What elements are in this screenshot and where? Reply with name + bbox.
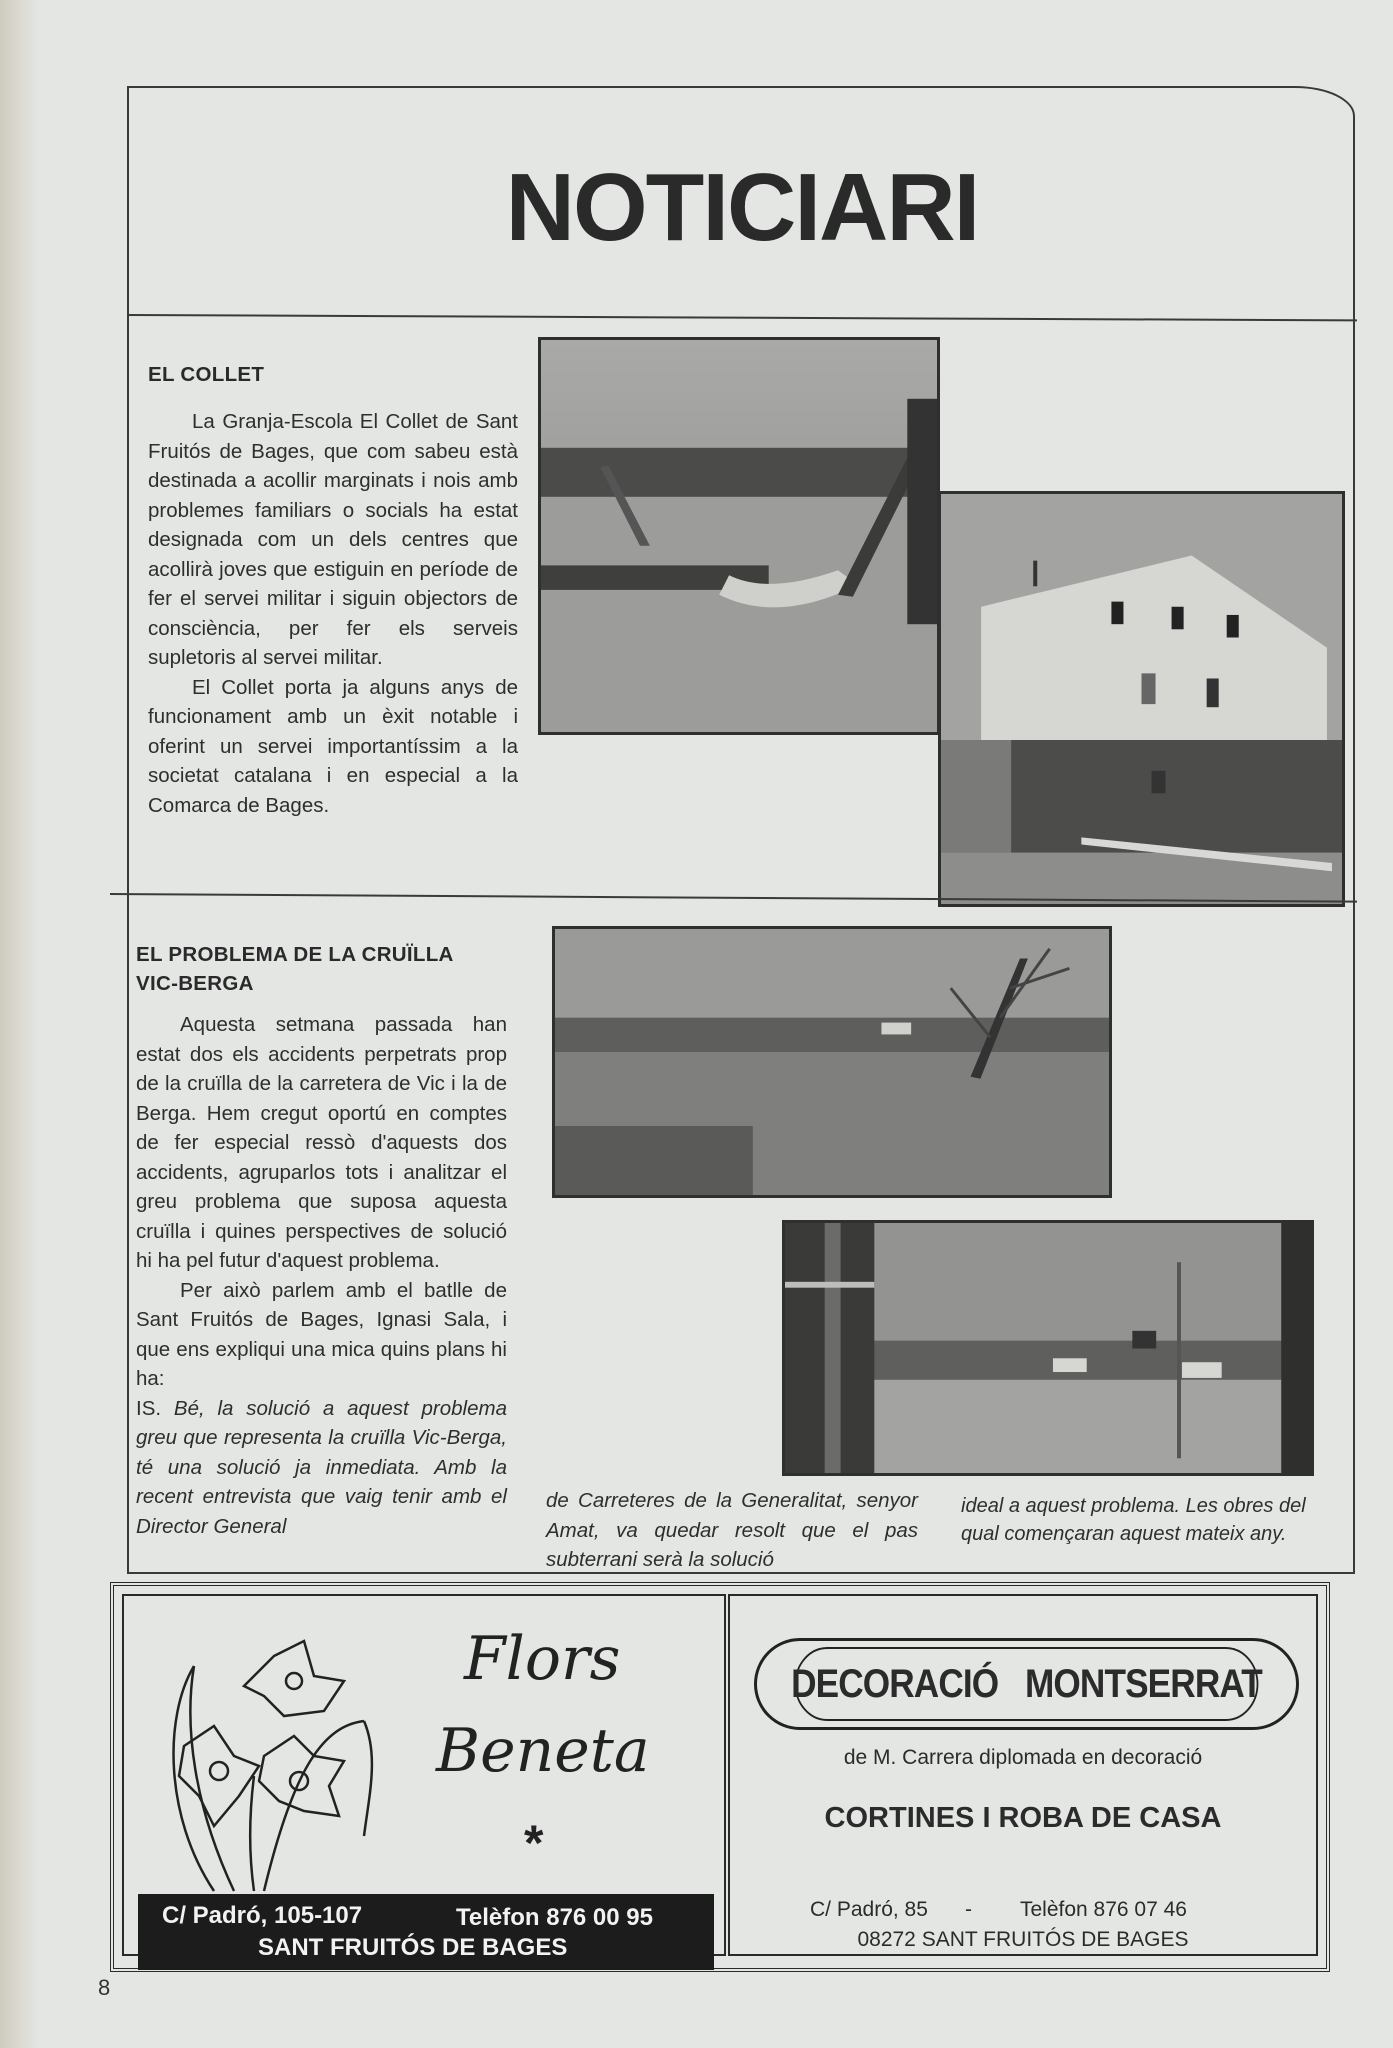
ad-decoracio-montserrat [728,1594,1318,1956]
page-number: 8 [98,1975,111,2000]
ad-flors-phone: Telèfon 876 00 95 [456,1904,653,1931]
article-paragraph: El Collet porta ja alguns anys de funcionament amb un èxit notable i oferint un servei importantíssim a la societat catalana i en especial a la Comarca de Bages. [148,675,518,817]
interview-continuation-col2: de Carreteres de la Generalitat, senyor Amat, va quedar resolt que el pas subterrani serà la solució [546,1489,918,1571]
ad-decoracio-phone: Telèfon 876 07 46 [1020,1898,1187,1921]
article-heading-line: EL PROBLEMA DE LA CRUÏLLA [136,943,454,966]
article-heading-line: VIC-BERGA [136,972,254,995]
photo-street-view [782,1220,1314,1476]
article-heading: EL COLLET [148,363,265,386]
ad-flors-town: SANT FRUITÓS DE BAGES [258,1934,568,1961]
ad-decoracio-logo-frame [754,1638,1299,1730]
advertisements [110,1582,1330,1972]
book-spine-shadow [0,0,40,2048]
ad-decoracio-address-line [810,1898,1250,1922]
photo-crossroads-field [552,926,1112,1198]
interview-text: Bé, la solució a aquest problema greu que representa la cruïlla Vic-Berga, té una solució ja inmediata. Amb la recent entrevista que vaig tenir amb el Director General [136,1396,507,1538]
photo-playground [538,337,940,735]
ad-decoracio-separator: - [965,1898,972,1921]
ad-decoracio-subtitle: de M. Carrera diplomada en decoració [843,1746,1203,1769]
photo-farmhouse [938,491,1345,907]
interview-continuation-col3: ideal a aquest problema. Les obres del qual començaran aquest mateix any. [961,1495,1306,1545]
interview-answer [136,1394,507,1542]
article-heading [136,940,507,998]
article-paragraph: La Granja-Escola El Collet de Sant Fruitós de Bages, que com sabeu està destinada a acollir marginats i nois amb problemes familiars o socials ha estat designada com un dels centres que acollirà joves que estiguin en període de fer el servei militar i siguin objectors de consciència, per fer els serveis supletoris al servei militar. [148,410,518,669]
article-el-collet [148,360,518,820]
ad-flors-contact-band [138,1894,714,1970]
ad-decoracio-tagline: CORTINES I ROBA DE CASA [824,1802,1222,1834]
ad-decoracio-address: C/ Padró, 85 [810,1898,928,1921]
article-paragraph: Per això parlem amb el batlle de Sant Fruitós de Bages, Ignasi Sala, i que ens expliqui una mica quins plans hi ha: [136,1278,507,1390]
ad-decoracio-title: DECORACIÓ MONTSERRAT [795,1647,1259,1721]
ad-decoracio-town: 08272 SANT FRUITÓS DE BAGES [857,1928,1189,1951]
article-paragraph: Aquesta setmana passada han estat dos els accidents perpetrats prop de la cruïlla de la carretera de Vic i la de Berga. Hem cregut oportú en comptes de fer especial ressò d'aquests dos accidents, agruparlos tots i analitzar el greu problema que suposa aquesta cruïlla i quines perspectives de solució hi ha pel futur d'aquest problema. [136,1013,507,1272]
page-title: NOTICIARI [505,154,979,261]
ad-flors-title-line2: Beneta [436,1716,650,1786]
interview-speaker: IS. [136,1396,162,1420]
daffodil-illustration-icon [154,1636,394,1896]
ad-flors-address: C/ Padró, 105-107 [162,1902,363,1929]
ad-flors-title-line1: Flors [464,1624,621,1694]
article-cruilla [136,940,507,1541]
ad-flors-beneta [122,1594,726,1961]
asterisk-ornament-icon: * [524,1815,544,1871]
